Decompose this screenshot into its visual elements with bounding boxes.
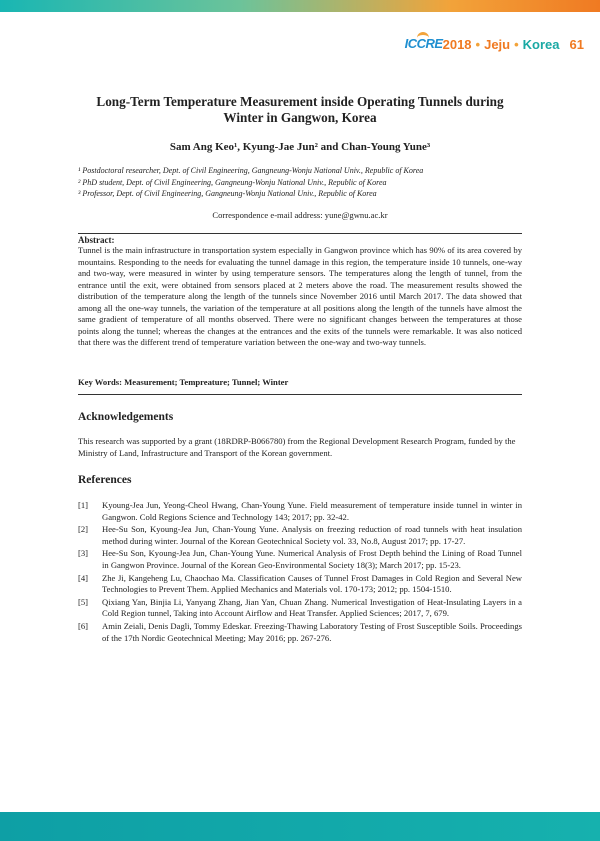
acknowledgements-heading: Acknowledgements (78, 411, 174, 423)
page-number: 61 (569, 36, 584, 52)
reference-number: [5] (78, 596, 89, 607)
affiliations (78, 165, 522, 200)
reference-item (78, 621, 522, 644)
bottom-color-bar (0, 812, 600, 841)
reference-text: Amin Zeiali, Denis Dagli, Tommy Edeskar. Freezing-Thawing Laboratory Testing of Frost Susceptible Soils. Proceedings of the 17th Nordic Geotechnical Meeting; May 2016; pp. 267-276. (102, 620, 522, 643)
divider-top (78, 233, 522, 234)
reference-item (78, 500, 522, 523)
logo-text: ICCRE (404, 36, 443, 51)
conference-country: Korea (522, 36, 560, 52)
divider-bottom (78, 394, 522, 395)
keywords: Key Words: Measurement; Tempreature; Tunnel; Winter (78, 377, 289, 387)
reference-number: [2] (78, 524, 89, 535)
reference-item (78, 548, 522, 571)
reference-number: [3] (78, 548, 89, 559)
reference-text: Hee-Su Son, Kyoung-Jea Jun, Chan-Young Yune. Analysis on freezing reduction of road tunnels with heat insulation method during winter. Journal of the Korean Geotechnical Society vol. 33, No.8, August 2017; pp. 17-27. (102, 524, 522, 546)
separator-dot: • (514, 36, 519, 52)
reference-item (78, 524, 522, 547)
conference-header (405, 35, 584, 53)
reference-number: [6] (78, 620, 89, 631)
separator-dot: • (475, 36, 481, 52)
conference-year: 2018 (442, 36, 472, 52)
reference-number: [4] (78, 572, 89, 583)
affiliation-line: ² PhD student, Dept. of Civil Engineering, Gangneung-Wonju National Univ., Republic of Korea (78, 177, 387, 187)
reference-text: Kyoung-Jea Jun, Yeong-Cheol Hwang, Chan-Young Yune. Field measurement of temperature inside tunnel in winter in Gangwon. Cold Regions Science and Technology 143; 2017; pp. 32-42. (102, 500, 522, 522)
reference-text: Hee-Su Son, Kyoung-Jea Jun, Chan-Young Yune. Numerical Analysis of Frost Depth behind the Lining of Road Tunnel in Gangwon Province. Journal of the Korean Geo-Environmental Society 18(3); March 2017; pp. 15-23. (102, 548, 522, 570)
affiliation-line: ³ Professor, Dept. of Civil Engineering, Gangneung-Wonju National Univ., Republic of Korea (78, 189, 377, 198)
author-list: Sam Ang Keo¹, Kyung-Jae Jun² and Chan-Young Yune³ (169, 141, 431, 153)
reference-item (78, 573, 522, 596)
correspondence-email: Correspondence e-mail address: yune@gwnu.ac.kr (212, 210, 388, 220)
reference-text: Qixiang Yan, Binjia Li, Yanyang Zhang, Jian Yan, Chuan Zhang. Numerical Investigation of Heat-Insulating Layers in a Cold Region tunnel, Taking into Account Airflow and Heat Transfer. Applied Sciences; 2017, 7, 679. (102, 596, 522, 619)
reference-text: Zhe Ji, Kangeheng Lu, Chaochao Ma. Classification Causes of Tunnel Frost Damages in Cold Region and Several New Technologies to Prevent Them. Applied Mechanics and Materials vol. 170-173; 2012; pp. 1504-1510. (102, 572, 522, 595)
reference-number: [1] (78, 500, 89, 510)
paper-title: Long-Term Temperature Measurement inside Operating Tunnels during Winter in Gangwon, Korea (96, 94, 504, 125)
reference-list (78, 500, 522, 645)
conference-logo (404, 36, 443, 52)
reference-item (78, 597, 522, 620)
conference-city: Jeju (484, 36, 511, 52)
affiliation-line: ¹ Postdoctoral researcher, Dept. of Civil Engineering, Gangneung-Wonju National Univ., Republic of Korea (78, 166, 424, 175)
references-heading: References (78, 474, 132, 486)
abstract-text: Tunnel is the main infrastructure in transportation system especially in Gangwon province which has 90% of its area covered by mountains. Responding to the needs for evaluating the tunnel damage in this region, the temperature inside 10 tunnels, one-way and two-way, were measured in winter by using temperature sensors. The temperatures along the length of tunnel, from the entrance until the exit, were obtained from sensors placed at 2 meters above the road. The measurement results showed the distribution of the temperature along the length of the tunnels since November 2016 until March 2017. The data showed that among all the one-way tunnels, the variation of the temperature at all positions along the length of the tunnels have almost the same gradient of temperature of all months observed. There were no significant changes between the temperatures at those points along the tunnel; whereas the changes at the entrances and the exits of the tunnels were remarkable. It was also noticed that there was the different trend of temperature variation between the one-way and two-way tunnels. (78, 245, 522, 347)
acknowledgements-text: This research was supported by a grant (18RDRP-B066780) from the Regional Development Research Program, funded by the Ministry of Land, Infrastructure and Transport of the Korean government. (78, 436, 516, 458)
abstract-heading: Abstract: (78, 235, 115, 245)
top-color-bar (0, 0, 600, 12)
